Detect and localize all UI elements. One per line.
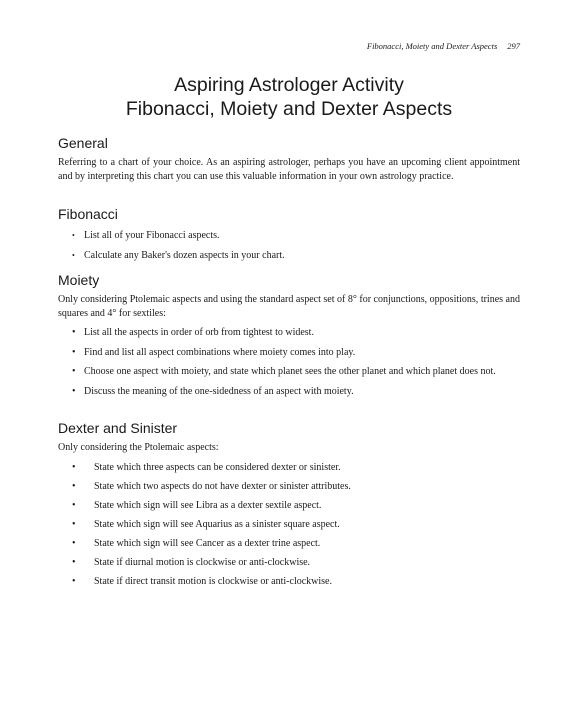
list-item (58, 556, 520, 570)
bullet-icon: • (72, 250, 75, 260)
list-item-text: State which three aspects can be considered dexter or sinister. (94, 461, 341, 473)
section-fibonacci (58, 206, 520, 268)
list-item (58, 461, 520, 475)
general-paragraph: Referring to a chart of your choice. As an aspiring astrologer, perhaps you have an upcoming client appointment and by interpreting this chart you can use this valuable information in your own astrology practice. (58, 157, 520, 182)
bullet-icon: • (72, 499, 76, 511)
fibonacci-heading: Fibonacci (58, 206, 118, 222)
list-item-text: Discuss the meaning of the one-sidedness of an aspect with moiety. (84, 385, 354, 397)
title-line-2: Fibonacci, Moiety and Dexter Aspects (125, 98, 453, 120)
list-item (58, 249, 520, 263)
list-item (58, 480, 520, 494)
dexter-list (58, 461, 520, 589)
running-header (367, 41, 520, 51)
list-item-text: State if diurnal motion is clockwise or anti-clockwise. (94, 556, 311, 568)
bullet-icon: • (72, 461, 76, 473)
list-item (58, 537, 520, 551)
list-item (58, 365, 520, 379)
title-line-1: Aspiring Astrologer Activity (174, 74, 404, 96)
section-dexter-sinister (58, 420, 520, 594)
moiety-heading: Moiety (58, 272, 100, 288)
list-item-text: State if direct transit motion is clockwise or anti-clockwise. (94, 575, 332, 587)
moiety-intro: Only considering Ptolemaic aspects and using the standard aspect set of 8° for conjunctions, oppositions, trines and squares and 4° for sextiles: (58, 294, 520, 319)
running-header-title: Fibonacci, Moiety and Dexter Aspects (366, 41, 498, 51)
list-item-text: State which sign will see Libra as a dexter sextile aspect. (94, 499, 322, 511)
list-item-text: Choose one aspect with moiety, and state which planet sees the other planet and which planet does not. (84, 366, 496, 377)
list-item-text: List all of your Fibonacci aspects. (84, 230, 220, 241)
fibonacci-list (58, 229, 520, 262)
bullet-icon: • (72, 556, 76, 568)
list-item-text: State which sign will see Cancer as a dexter trine aspect. (94, 537, 321, 549)
bullet-icon: • (72, 346, 76, 358)
list-item (58, 346, 520, 360)
dexter-intro: Only considering the Ptolemaic aspects: (58, 442, 219, 453)
bullet-icon: • (72, 385, 76, 397)
bullet-icon: • (72, 366, 76, 377)
general-heading: General (58, 135, 108, 151)
list-item-text: State which two aspects do not have dexter or sinister attributes. (94, 480, 351, 492)
moiety-list (58, 326, 520, 398)
list-item-text: Calculate any Baker's dozen aspects in your chart. (84, 249, 285, 261)
list-item-text: Find and list all aspect combinations where moiety comes into play. (84, 346, 356, 358)
bullet-icon: • (72, 518, 76, 530)
dexter-heading: Dexter and Sinister (58, 420, 178, 436)
list-item (58, 326, 520, 340)
section-general (58, 135, 520, 183)
bullet-icon: • (72, 480, 76, 492)
list-item (58, 385, 520, 399)
bullet-icon: • (72, 231, 75, 240)
bullet-icon: • (72, 327, 76, 338)
bullet-icon: • (72, 537, 76, 549)
bullet-icon: • (72, 575, 76, 587)
page-number: 297 (507, 41, 520, 51)
list-item (58, 575, 520, 589)
section-moiety (58, 272, 520, 404)
list-item (58, 499, 520, 513)
list-item-text: List all the aspects in order of orb from tightest to widest. (84, 327, 314, 338)
list-item (58, 518, 520, 532)
list-item-text: State which sign will see Aquarius as a sinister square aspect. (94, 518, 340, 530)
list-item (58, 229, 520, 243)
page-title (58, 73, 520, 121)
